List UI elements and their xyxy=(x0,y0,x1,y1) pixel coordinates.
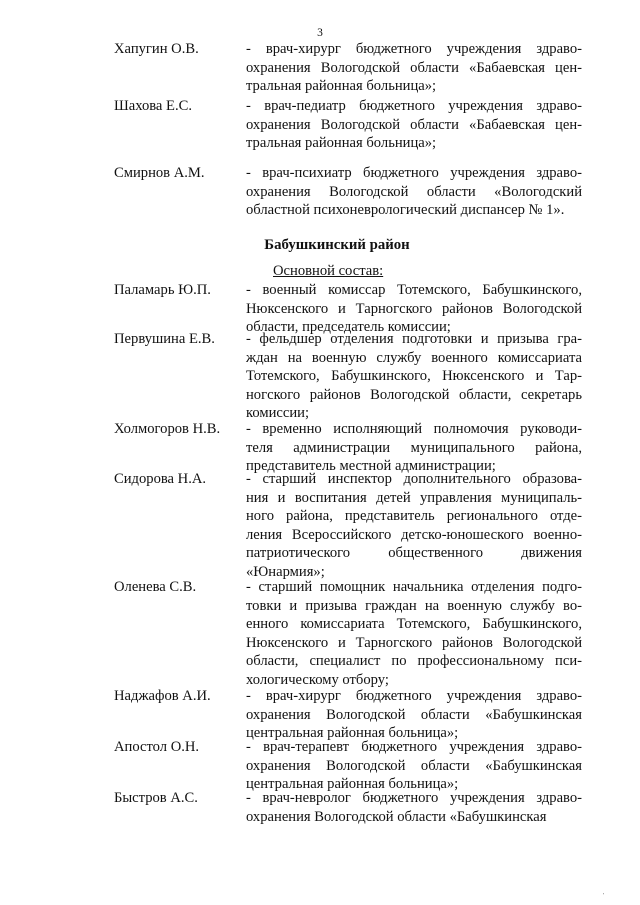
role-line: - врач-хирург бюджетного учреждения здраво- xyxy=(246,688,582,704)
role-line: ногского районов Вологодской области, секретарь xyxy=(246,386,582,403)
role-line: области, специалист по профессиональному пси- xyxy=(246,653,582,670)
role-line: охранения Вологодской области «Бабушкинская xyxy=(246,706,582,723)
member-name: Сидорова Н.А. xyxy=(114,471,207,487)
member-name: Шахова Е.С. xyxy=(114,98,193,114)
member-name: Хапугин О.В. xyxy=(114,41,199,57)
member-role xyxy=(246,738,582,794)
role-line: Нюксенского и Тарногского районов Вологодской xyxy=(246,300,582,317)
role-line: представитель местной администрации; xyxy=(246,458,496,475)
member-name: Смирнов А.М. xyxy=(114,165,205,181)
role-line: охранения Вологодской области «Бабушкинская xyxy=(246,757,582,774)
role-line: области, председатель комиссии; xyxy=(246,319,451,336)
role-line: ждан на военную службу военного комиссариата xyxy=(246,349,582,366)
role-line: - военный комиссар Тотемского, Бабушкинского, xyxy=(246,282,582,298)
role-line: «Юнармия»; xyxy=(246,563,325,580)
role-line: охранения Вологодской области «Бабушкинская xyxy=(246,808,547,825)
role-line: енного комиссариата Тотемского, Бабушкинского, xyxy=(246,616,582,633)
subsection-title: Основной состав: xyxy=(273,263,384,279)
member-role xyxy=(246,420,582,476)
role-line: тральная районная больница»; xyxy=(246,78,437,95)
member-role xyxy=(246,789,582,826)
role-line: - врач-терапевт бюджетного учреждения здраво- xyxy=(246,739,582,755)
role-line: - старший инспектор дополнительного образова- xyxy=(246,471,582,487)
role-line: теля администрации муниципального района, xyxy=(246,439,582,456)
role-line: охранения Вологодской области «Бабаевская цен- xyxy=(246,116,582,133)
member-role xyxy=(246,330,582,423)
role-line: товки и призыва граждан на военную службу во- xyxy=(246,597,582,614)
member-role xyxy=(246,687,582,743)
member-role xyxy=(246,578,582,690)
member-name: Паламарь Ю.П. xyxy=(114,282,211,298)
role-line: патриотического общественного движения xyxy=(246,545,582,562)
member-name: Наджафов А.И. xyxy=(114,688,211,704)
role-line: - временно исполняющий полномочия руководи- xyxy=(246,421,582,437)
member-name: Быстров А.С. xyxy=(114,790,198,806)
role-line: охранения Вологодской области «Бабаевская цен- xyxy=(246,59,582,76)
role-line: тральная районная больница»; xyxy=(246,135,437,152)
member-name: Первушина Е.В. xyxy=(114,331,215,347)
role-line: комиссии; xyxy=(246,405,310,422)
role-line: - врач-педиатр бюджетного учреждения здраво- xyxy=(246,98,582,114)
role-line: хологическому отбору; xyxy=(246,671,389,688)
role-line: - фельдшер отделения подготовки и призыва гра- xyxy=(246,331,582,347)
role-line: Тотемского, Бабушкинского, Нюксенского и Тар- xyxy=(246,368,582,385)
role-line: ния и воспитания детей управления муниципаль- xyxy=(246,489,582,506)
role-line: охранения Вологодской области «Вологодский xyxy=(246,183,582,200)
role-line: - врач-хирург бюджетного учреждения здраво- xyxy=(246,41,582,57)
member-name: Оленева С.В. xyxy=(114,579,197,595)
role-line: - врач-невролог бюджетного учреждения здраво- xyxy=(246,790,582,806)
role-line: Нюксенского и Тарногского районов Вологодской xyxy=(246,634,582,651)
role-line: областной психоневрологический диспансер № 1». xyxy=(246,202,565,219)
member-role xyxy=(246,470,582,582)
member-role xyxy=(246,281,582,337)
scan-mark: ' xyxy=(603,893,605,899)
member-role xyxy=(246,97,582,153)
member-name: Холмогоров Н.В. xyxy=(114,421,221,437)
page-number: 3 xyxy=(317,27,323,39)
role-line: ления Всероссийского детско-юношеского военно- xyxy=(246,526,582,543)
role-line: центральная районная больница»; xyxy=(246,725,459,742)
member-name: Апостол О.Н. xyxy=(114,739,200,755)
member-role xyxy=(246,164,582,220)
role-line: ного района, представитель регионального отде- xyxy=(246,508,582,525)
section-title: Бабушкинский район xyxy=(264,237,410,253)
role-line: - врач-психиатр бюджетного учреждения здраво- xyxy=(246,165,582,181)
member-role xyxy=(246,40,582,96)
role-line: центральная районная больница»; xyxy=(246,776,459,793)
role-line: - старший помощник начальника отделения подго- xyxy=(246,579,582,595)
